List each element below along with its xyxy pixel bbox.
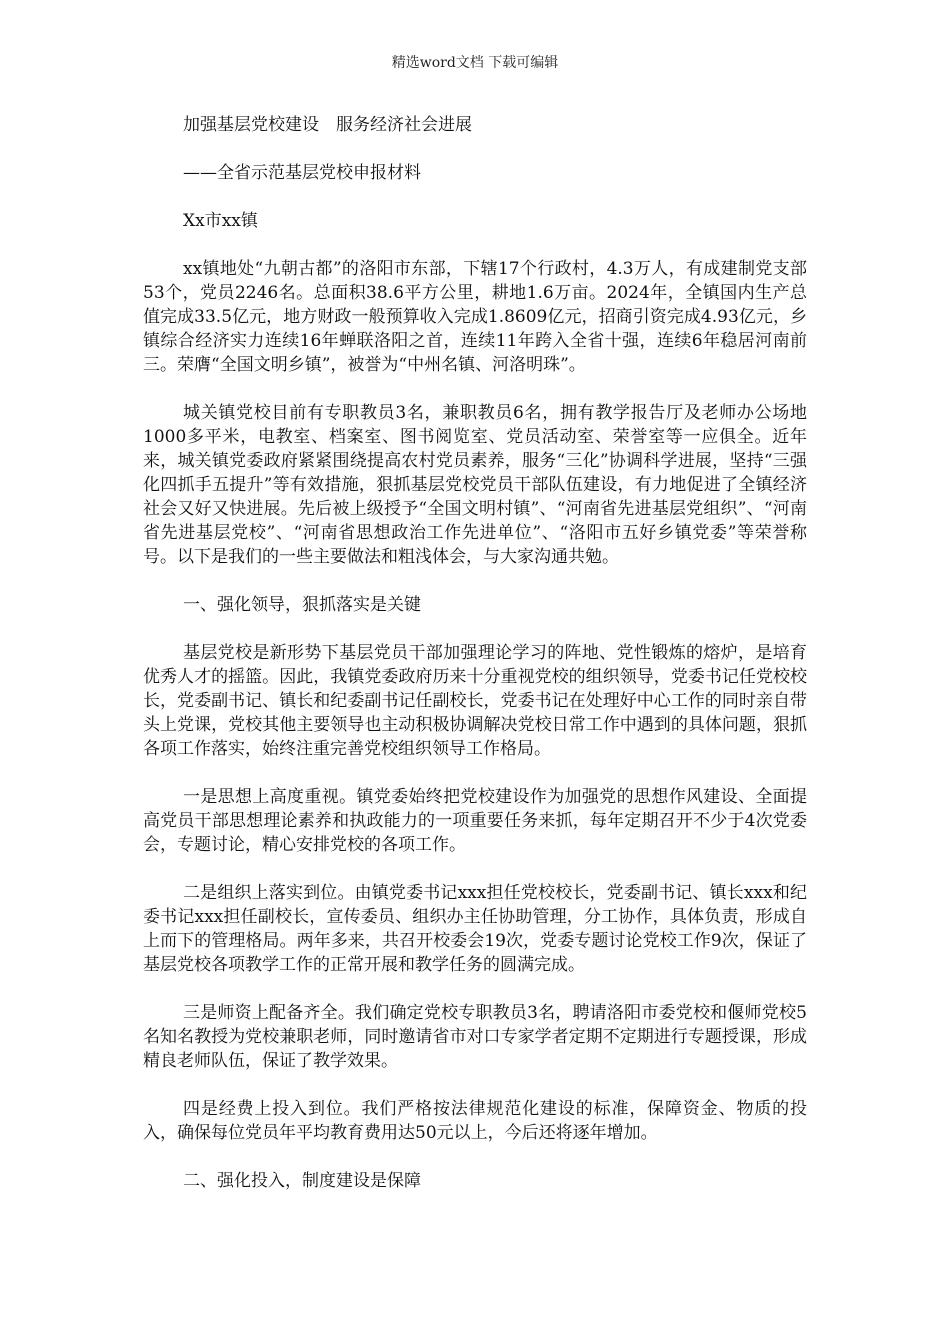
paragraph-overview: xx镇地处“九朝古都”的洛阳市东部，下辖17个行政村，4.3万人，有成建制党支部53个，党员2246名。总面积38.6平方公里，耕地1.6万亩。2024年，全镇国内生产总值完成33.5亿元，地方财政一般预算收入完成1.8609亿元，招商引资完成4.93亿元，乡镇综合经济实力连续16年蝉联洛阳之首，连续11年跨入全省十强，连续6年稳居河南前三。荣膺“全国文明乡镇”，被誉为“中州名镇、河洛明珠”。 <box>143 259 807 375</box>
paragraph-teachers: 三是师资上配备齐全。我们确定党校专职教员3名，聘请洛阳市委党校和偃师党校5名知名教授为党校兼职老师，同时邀请省市对口专家学者定期不定期进行专题授课，形成精良老师队伍，保证了教学效果。 <box>143 1003 807 1071</box>
paragraph-leadership: 基层党校是新形势下基层党员干部加强理论学习的阵地、党性锻炼的熔炉，是培育优秀人才的摇篮。因此，我镇党委政府历来十分重视党校的组织领导，党委书记任党校校长，党委副书记、镇长和纪委副书记任副校长，党委书记在处理好中心工作的同时亲自带头上党课，党校其他主要领导也主动积极协调解决党校日常工作中遇到的具体问题，狠抓各项工作落实，始终注重完善党校组织领导工作格局。 <box>143 643 807 759</box>
document-subtitle: ——全省示范基层党校申报材料 <box>183 163 421 183</box>
document-body <box>143 113 807 1217</box>
document-author: Xx市xx镇 <box>183 211 258 231</box>
paragraph-party-school: 城关镇党校目前有专职教员3名，兼职教员6名，拥有教学报告厅及老师办公场地1000多平米，电教室、档案室、图书阅览室、党员活动室、荣誉室等一应俱全。近年来，城关镇党委政府紧紧围绕提高农村党员素养，服务“三化”协调科学进展，坚持“三强化四抓手五提升”等有效措施，狠抓基层党校党员干部队伍建设，有力地促进了全镇经济社会又好又快进展。先后被上级授予“全国文明村镇”、“河南省先进基层党组织”、“河南省先进基层党校”、“河南省思想政治工作先进单位”、“洛阳市五好乡镇党委”等荣誉称号。以下是我们的一些主要做法和粗浅体会，与大家沟通共勉。 <box>143 403 807 567</box>
document-title: 加强基层党校建设 服务经济社会进展 <box>183 115 472 135</box>
paragraph-organization: 二是组织上落实到位。由镇党委书记xxx担任党校校长，党委副书记、镇长xxx和纪委书记xxx担任副校长，宣传委员、组织办主任协助管理，分工协作，具体负责，形成自上而下的管理格局。两年多来，共召开校委会19次，党委专题讨论党校工作9次，保证了基层党校各项教学工作的正常开展和教学任务的圆满完成。 <box>143 883 807 975</box>
paragraph-funding: 四是经费上投入到位。我们严格按法律规范化建设的标准，保障资金、物质的投入，确保每位党员年平均教育费用达50元以上，今后还将逐年增加。 <box>143 1099 807 1143</box>
section-heading-2: 二、强化投入，制度建设是保障 <box>183 1171 421 1191</box>
section-heading-1: 一、强化领导，狠抓落实是关键 <box>183 595 421 615</box>
page-header: 精选word文档 下载可编辑 <box>391 55 559 71</box>
paragraph-thought: 一是思想上高度重视。镇党委始终把党校建设作为加强党的思想作风建设、全面提高党员干部思想理论素养和执政能力的一项重要任务来抓，每年定期召开不少于4次党委会，专题讨论，精心安排党校的各项工作。 <box>143 787 807 855</box>
